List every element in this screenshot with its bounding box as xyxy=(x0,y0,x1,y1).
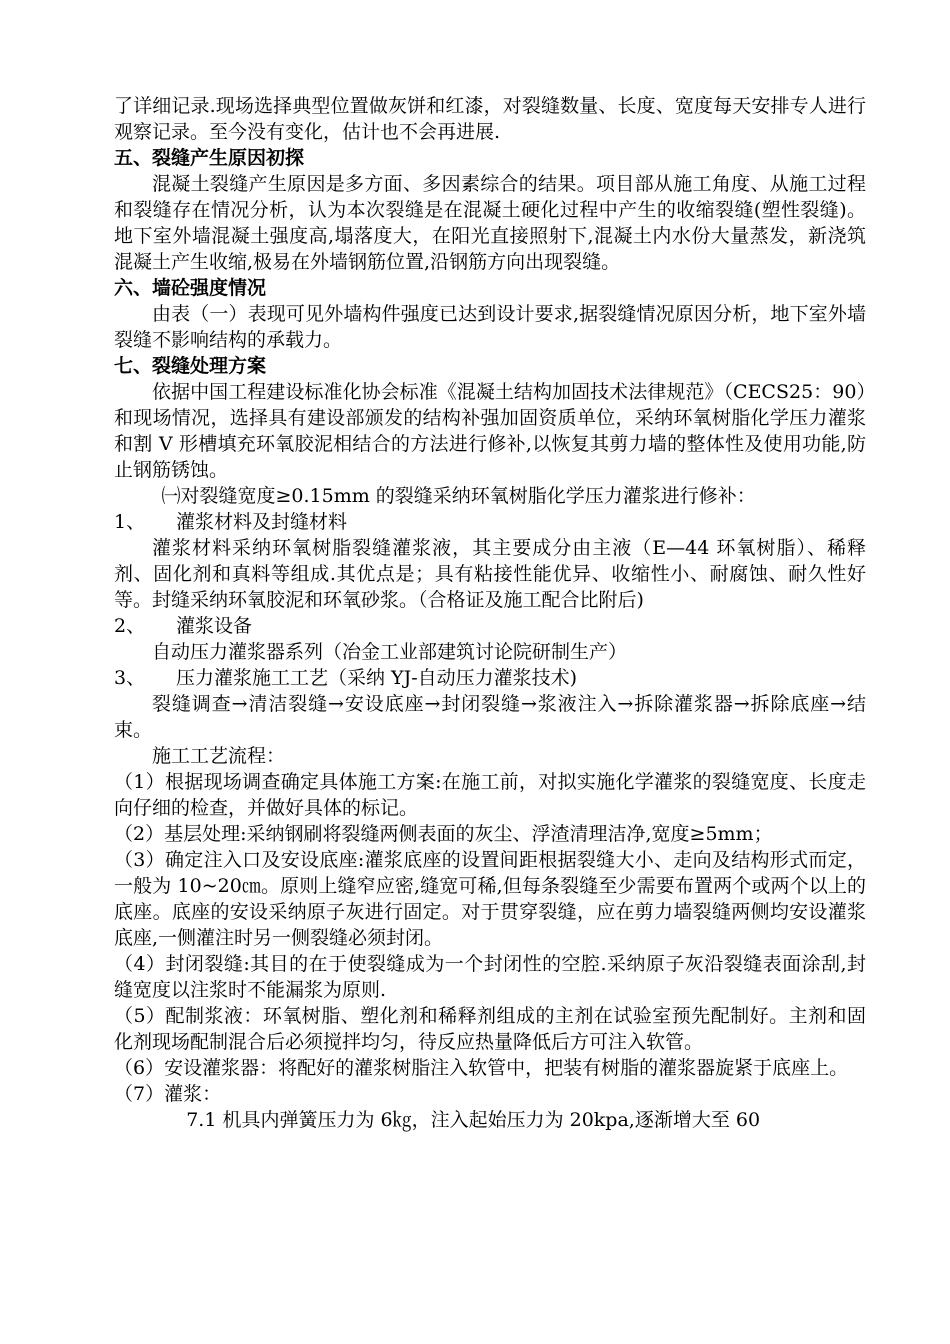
list-item-grout-material xyxy=(114,509,866,535)
process-step-5: （5）配制浆液：环氧树脂、塑化剂和稀释剂组成的主剂在试验室预先配制好。主剂和固化剂现场配制混合后必须搅拌均匀，待反应热量降低后方可注入软管。 xyxy=(114,1005,866,1053)
list-item-grout-process xyxy=(114,665,866,691)
heading-crack-cause: 五、裂缝产生原因初探 xyxy=(114,147,305,169)
list-item-label: 灌浆材料及封缝材料 xyxy=(176,511,348,533)
list-number: 1、 xyxy=(114,511,146,533)
paragraph-grout-equipment: 自动压力灌浆器系列（冶金工业部建筑讨论院研制生产） xyxy=(152,641,628,663)
list-item-label: 压力灌浆施工工艺（采纳 YJ-自动压力灌浆技术) xyxy=(176,667,578,689)
paragraph-process-flow: 裂缝调查→清洁裂缝→安设底座→封闭裂缝→浆液注入→拆除灌浆器→拆除底座→结束。 xyxy=(114,693,866,741)
heading-treatment-plan: 七、裂缝处理方案 xyxy=(114,355,267,377)
paragraph-grout-material: 灌浆材料采纳环氧树脂裂缝灌浆液，其主要成分由主液（E—44 环氧树脂）、稀释剂、固化剂和真料等组成.其优点是；具有粘接性能优异、收缩性小、耐腐蚀、耐久性好等。封缝采纳环氧胶泥和环氧砂浆。（合格证及施工配合比附后) xyxy=(114,537,866,611)
paragraph-crack-cause: 混凝土裂缝产生原因是多方面、多因素综合的结果。项目部从施工角度、从施工过程和裂缝存在情况分析，认为本次裂缝是在混凝土硬化过程中产生的收缩裂缝(塑性裂缝)。地下室外墙混凝土强度高,塌落度大，在阳光直接照射下,混凝土内水份大量蒸发，新浇筑混凝土产生收缩,极易在外墙钢筋位置,沿钢筋方向出现裂缝。 xyxy=(114,173,866,273)
paragraph-grouting-scope: ㈠对裂缝宽度≥0.15mm 的裂缝采纳环氧树脂化学压力灌浆进行修补： xyxy=(161,485,756,507)
document-page xyxy=(114,93,866,1133)
list-number: 3、 xyxy=(114,667,146,689)
paragraph-observation-record: 了详细记录.现场选择典型位置做灰饼和红漆，对裂缝数量、长度、宽度每天安排专人进行观察记录。至今没有变化，估计也不会再进展. xyxy=(114,95,866,143)
process-step-3: （3）确定注入口及安设底座:灌浆底座的设置间距根据裂缝大小、走向及结构形式而定，一般为 10~20㎝。原则上缝窄应密,缝宽可稀,但每条裂缝至少需要布置两个或两个以上的底座。底座的安设采纳原子灰进行固定。对于贯穿裂缝，应在剪力墙裂缝两侧均安设灌浆底座,一侧灌注时另一侧裂缝必须封闭。 xyxy=(114,849,866,949)
process-step-7-1: 7.1 机具内弹簧压力为 6㎏，注入起始压力为 20kpa,逐渐增大至 60 xyxy=(186,1109,761,1131)
paragraph-wall-strength: 由表（一）表现可见外墙构件强度已达到设计要求,据裂缝情况原因分析，地下室外墙裂缝不影响结构的承载力。 xyxy=(114,303,866,351)
list-item-label: 灌浆设备 xyxy=(176,615,253,637)
process-step-7: （7）灌浆： xyxy=(114,1083,222,1105)
list-item-grout-equipment xyxy=(114,613,866,639)
paragraph-treatment-basis: 依据中国工程建设标准化协会标准《混凝土结构加固技术法律规范》（CECS25：90）和现场情况，选择具有建设部颁发的结构补强加固资质单位，采纳环氧树脂化学压力灌浆和割 V 形槽填充环氧胶泥相结合的方法进行修补,以恢复其剪力墙的整体性及使用功能,防止钢筋锈蚀。 xyxy=(114,381,866,481)
heading-wall-strength: 六、墙砼强度情况 xyxy=(114,277,267,299)
list-number: 2、 xyxy=(114,615,146,637)
paragraph-process-title: 施工工艺流程： xyxy=(152,745,286,767)
process-step-6: （6）安设灌浆器：将配好的灌浆树脂注入软管中，把装有树脂的灌浆器旋紧于底座上。 xyxy=(114,1057,849,1079)
process-step-4: （4）封闭裂缝:其目的在于使裂缝成为一个封闭性的空腔.采纳原子灰沿裂缝表面涂刮,封缝宽度以注浆时不能漏浆为原则. xyxy=(114,953,866,1001)
process-step-1: （1）根据现场调查确定具体施工方案:在施工前，对拟实施化学灌浆的裂缝宽度、长度走向仔细的检查，并做好具体的标记。 xyxy=(114,771,866,819)
process-step-2: （2）基层处理:采纳钢刷将裂缝两侧表面的灰尘、浮渣清理洁净,宽度≥5mm； xyxy=(114,823,773,845)
